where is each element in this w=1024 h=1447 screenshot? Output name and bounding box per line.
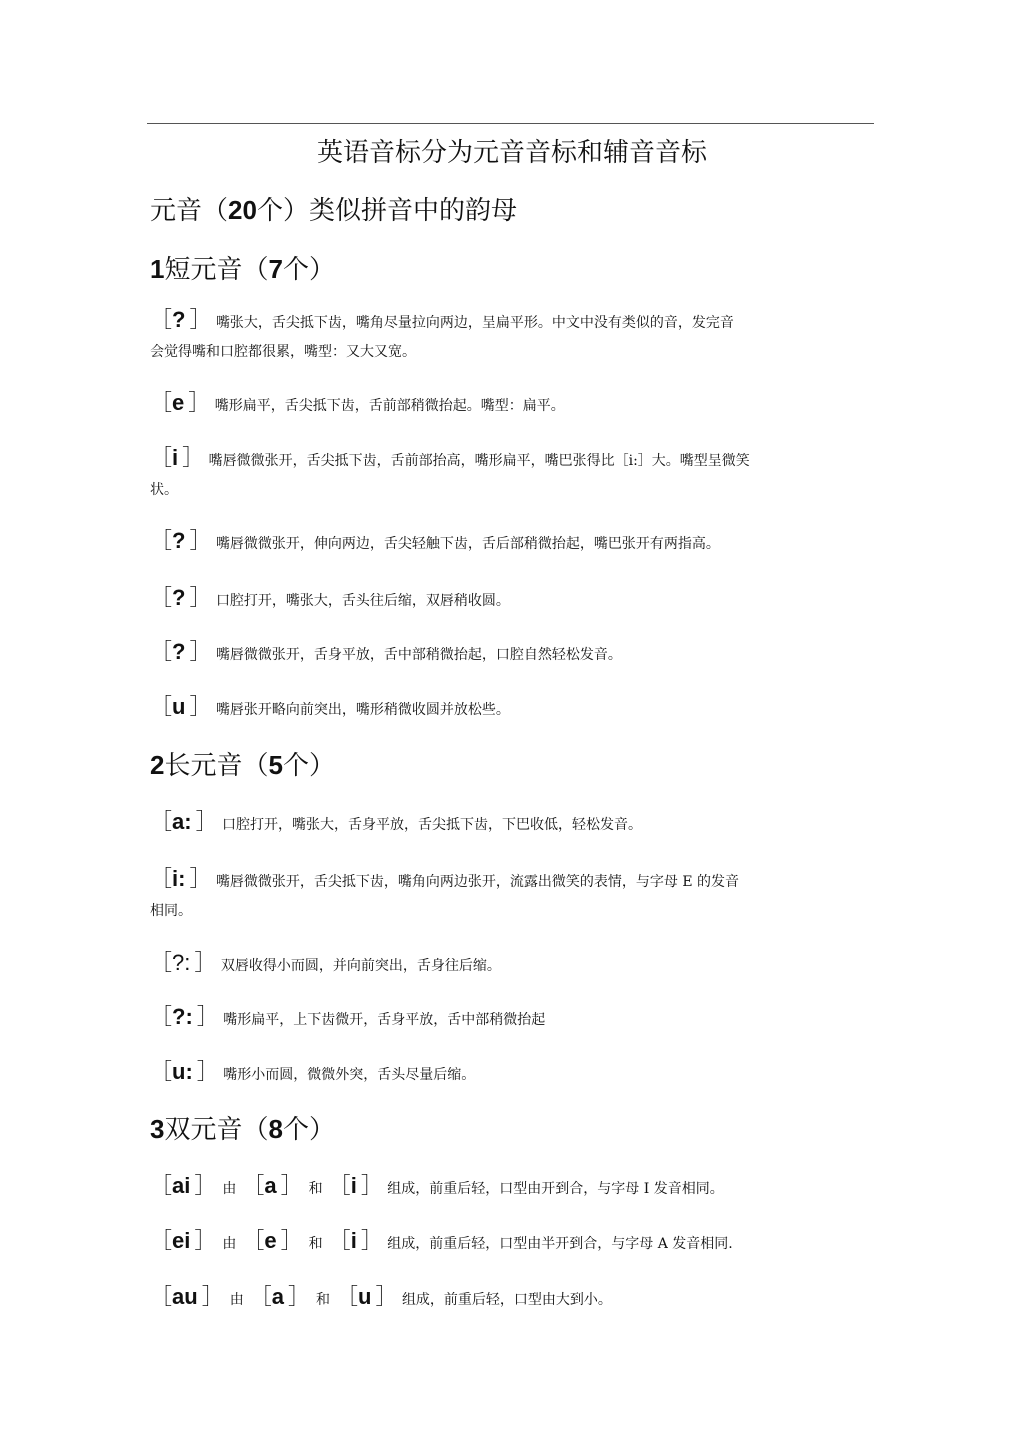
phonetic-description: 嘴唇微微张开，舌身平放，舌中部稍微抬起，口腔自然轻松发音。 — [215, 647, 622, 663]
phonetic-symbol: ? — [172, 528, 186, 553]
phonetic-symbol: ? — [172, 639, 186, 664]
vowels-heading — [150, 193, 517, 228]
phonetic-description: 组成，前重后轻，口型由半开到合，与字母 A 发音相同. — [387, 1236, 733, 1252]
phonetic-symbol: ?: — [172, 950, 191, 975]
vowels-heading-prefix: 元音（ — [150, 196, 229, 226]
phonetic-description: 口腔打开，嘴张大，舌身平放，舌尖抵下齿，下巴收低，轻松发音。 — [222, 817, 643, 833]
phonetic-entry: ［i ］ 嘴唇微微张开，舌尖抵下齿，舌前部抬高，嘴形扁平，嘴巴张得比［i:］大。嘴型呈微笑 状。 — [150, 440, 840, 503]
phonetic-entry: ［? ］ 嘴唇微微张开，伸向两边，舌尖轻触下齿，舌后部稍微抬起，嘴巴张开有两指高。 — [150, 528, 720, 554]
phonetic-symbol: a: — [172, 809, 192, 834]
section-label: 长元音（ — [164, 751, 269, 781]
phonetic-entry: ［u ］ 嘴唇张开略向前突出，嘴形稍微收圆并放松些。 — [150, 694, 510, 720]
phonetic-entry: ［? ］ 嘴张大，舌尖抵下齿，嘴角尽量拉向两边，呈扁平形。中文中没有类似的音，发完音 会觉得嘴和口腔都很累，嘴型：又大又宽。 — [150, 302, 840, 365]
page-title: 英语音标分为元音音标和辅音音标 — [316, 138, 707, 168]
vowels-heading-number: 20 — [228, 195, 257, 225]
phonetic-entry: ［i: ］ 嘴唇微微张开，舌尖抵下齿，嘴角向两边张开，流露出微笑的表情，与字母 E 的发音 相同。 — [150, 861, 840, 924]
word-he: 和 — [308, 1236, 323, 1252]
component-symbol: i — [350, 1173, 357, 1198]
phonetic-symbol: u: — [172, 1059, 193, 1084]
word-you: 由 — [222, 1236, 237, 1252]
phonetic-description: 口腔打开，嘴张大，舌头往后缩，双唇稍收圆。 — [215, 593, 510, 609]
component-symbol: u — [358, 1284, 372, 1309]
phonetic-entry: ［?: ］ 嘴形扁平，上下齿微开，舌身平放，舌中部稍微抬起 — [150, 1004, 546, 1030]
phonetic-description: 组成，前重后轻，口型由大到小。 — [401, 1292, 612, 1308]
phonetic-symbol: i — [172, 445, 179, 470]
phonetic-description: 组成，前重后轻，口型由开到合，与字母 I 发音相同。 — [387, 1181, 724, 1197]
section-count: 7 — [268, 254, 283, 284]
phonetic-symbol: ai — [172, 1173, 191, 1198]
phonetic-description: 嘴张大，舌尖抵下齿，嘴角尽量拉向两边，呈扁平形。中文中没有类似的音，发完音 — [215, 315, 734, 331]
word-he: 和 — [316, 1292, 330, 1308]
phonetic-entry: ［?: ］ 双唇收得小而圆，并向前突出，舌身往后缩。 — [150, 950, 501, 976]
word-you: 由 — [229, 1292, 244, 1308]
diphthong-entry: ［au ］ 由 ［a ］ 和 ［u ］ 组成，前重后轻，口型由大到小。 — [150, 1284, 612, 1310]
phonetic-description: 嘴唇微微张开，舌尖抵下齿，舌前部抬高，嘴形扁平，嘴巴张得比［i:］大。嘴型呈微笑 — [208, 453, 750, 469]
section-number: 2 — [150, 750, 165, 780]
section-number: 3 — [150, 1114, 165, 1144]
phonetic-entry: ［? ］ 口腔打开，嘴张大，舌头往后缩，双唇稍收圆。 — [150, 585, 510, 611]
section-count: 8 — [268, 1114, 283, 1144]
word-he: 和 — [308, 1181, 323, 1197]
section-label: 短元音（ — [164, 255, 269, 285]
section-close: 个） — [282, 1115, 335, 1145]
phonetic-entry: ［? ］ 嘴唇微微张开，舌身平放，舌中部稍微抬起，口腔自然轻松发音。 — [150, 639, 622, 665]
section-close: 个） — [282, 255, 335, 285]
section-heading-diphthong — [150, 1112, 335, 1147]
phonetic-description-cont: 状。 — [150, 482, 178, 498]
phonetic-description: 嘴形小而圆，微微外突，舌头尽量后缩。 — [223, 1067, 476, 1083]
phonetic-entry: ［e ］ 嘴形扁平，舌尖抵下齿，舌前部稍微抬起。嘴型：扁平。 — [150, 390, 565, 416]
section-heading-short — [150, 252, 335, 287]
phonetic-description-cont: 相同。 — [150, 903, 192, 919]
phonetic-description: 嘴形扁平，舌尖抵下齿，舌前部稍微抬起。嘴型：扁平。 — [214, 398, 565, 414]
component-symbol: a — [271, 1284, 284, 1309]
phonetic-symbol: i: — [172, 866, 186, 891]
phonetic-symbol: ei — [172, 1228, 191, 1253]
component-symbol: a — [264, 1173, 277, 1198]
phonetic-description: 嘴形扁平，上下齿微开，舌身平放，舌中部稍微抬起 — [223, 1012, 546, 1028]
vowels-heading-suffix: 个）类似拼音中的韵母 — [256, 196, 517, 226]
word-you: 由 — [222, 1181, 237, 1197]
section-count: 5 — [268, 750, 283, 780]
phonetic-symbol: u — [172, 694, 186, 719]
header-rule — [147, 123, 874, 124]
phonetic-symbol: e — [172, 390, 185, 415]
section-heading-long — [150, 748, 335, 783]
phonetic-symbol: ?: — [172, 1004, 193, 1029]
phonetic-description: 双唇收得小而圆，并向前突出，舌身往后缩。 — [220, 958, 501, 974]
diphthong-entry: ［ai ］ 由 ［a ］ 和 ［i ］ 组成，前重后轻，口型由开到合，与字母 I 发音相同。 — [150, 1173, 724, 1199]
phonetic-entry: ［a: ］ 口腔打开，嘴张大，舌身平放，舌尖抵下齿，下巴收低，轻松发音。 — [150, 809, 643, 835]
phonetic-description: 嘴唇微微张开，伸向两边，舌尖轻触下齿，舌后部稍微抬起，嘴巴张开有两指高。 — [215, 536, 720, 552]
phonetic-symbol: au — [172, 1284, 198, 1309]
section-close: 个） — [282, 751, 335, 781]
phonetic-symbol: ? — [172, 585, 186, 610]
component-symbol: e — [264, 1228, 277, 1253]
diphthong-entry: ［ei ］ 由 ［e ］ 和 ［i ］ 组成，前重后轻，口型由半开到合，与字母 A 发音相同. — [150, 1228, 733, 1254]
section-label: 双元音（ — [164, 1115, 269, 1145]
phonetic-symbol: ? — [172, 307, 186, 332]
component-symbol: i — [350, 1228, 357, 1253]
section-number: 1 — [150, 254, 165, 284]
phonetic-entry: ［u: ］ 嘴形小而圆，微微外突，舌头尽量后缩。 — [150, 1059, 476, 1085]
phonetic-description: 嘴唇微微张开，舌尖抵下齿，嘴角向两边张开，流露出微笑的表情，与字母 E 的发音 — [215, 874, 740, 890]
phonetic-description: 嘴唇张开略向前突出，嘴形稍微收圆并放松些。 — [215, 702, 510, 718]
phonetic-description-cont: 会觉得嘴和口腔都很累，嘴型：又大又宽。 — [150, 344, 416, 360]
